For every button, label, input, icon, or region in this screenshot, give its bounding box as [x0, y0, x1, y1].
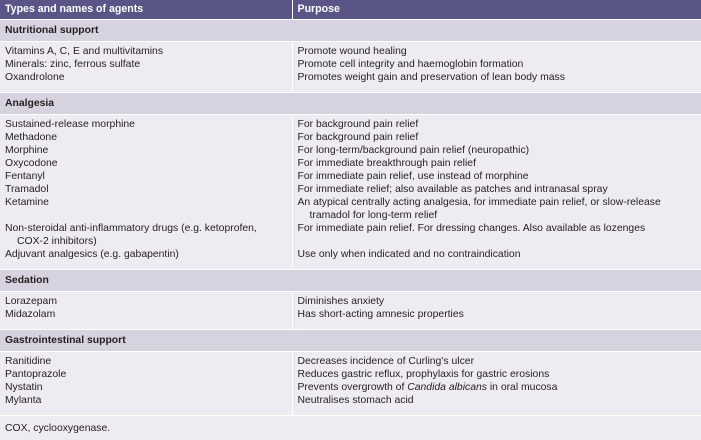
table-row: [0, 381, 701, 394]
table-row: [0, 131, 701, 144]
table-row: [0, 144, 701, 157]
table-row: [0, 368, 701, 381]
table-row: [0, 183, 701, 196]
table-row: [0, 170, 701, 183]
purpose-cell: For immediate pain relief, use instead of morphine: [292, 170, 701, 183]
agent-cell: Pantoprazole: [0, 368, 292, 381]
purpose-cell: Use only when indicated and no contraindication: [292, 248, 701, 261]
table-row: [0, 222, 701, 248]
table-row: [0, 71, 701, 84]
agent-cell: Ketamine: [0, 196, 292, 222]
table-header-row: [0, 0, 701, 20]
purpose-cell: For background pain relief: [292, 131, 701, 144]
agent-cell: Mylanta: [0, 394, 292, 407]
table-row: [0, 45, 701, 58]
section-title: Sedation: [0, 270, 701, 292]
table-row: [0, 196, 701, 222]
purpose-cell: Has short-acting amnesic properties: [292, 308, 701, 321]
organism-name: Candida albicans: [407, 382, 487, 393]
purpose-line-continued: tramadol for long-term relief: [298, 209, 701, 222]
agent-cell: Oxandrolone: [0, 71, 292, 84]
purpose-cell: [292, 381, 701, 394]
purpose-cell: Decreases incidence of Curling’s ulcer: [292, 355, 701, 368]
purpose-cell: Diminishes anxiety: [292, 295, 701, 308]
footnote: COX, cyclooxygenase.: [0, 416, 701, 440]
purpose-cell: For immediate breakthrough pain relief: [292, 157, 701, 170]
purpose-cell: Promotes weight gain and preservation of lean body mass: [292, 71, 701, 84]
table-row: [0, 157, 701, 170]
purpose-line: An atypical centrally acting analgesia, for immediate pain relief, or slow-release: [298, 196, 701, 209]
purpose-cell: For immediate relief; also available as patches and intranasal spray: [292, 183, 701, 196]
purpose-cell: For background pain relief: [292, 118, 701, 131]
agent-cell: [0, 222, 292, 248]
agent-cell: Lorazepam: [0, 295, 292, 308]
agent-cell: Midazolam: [0, 308, 292, 321]
section-title: Nutritional support: [0, 20, 701, 42]
agent-cell: Tramadol: [0, 183, 292, 196]
agent-cell: Nystatin: [0, 381, 292, 394]
purpose-cell: Neutralises stomach acid: [292, 394, 701, 407]
agent-line-continued: COX-2 inhibitors): [5, 235, 292, 248]
section-header-analgesia: [0, 93, 701, 115]
agent-cell: Adjuvant analgesics (e.g. gabapentin): [0, 248, 292, 261]
table-row: [0, 355, 701, 368]
agent-cell: Fentanyl: [0, 170, 292, 183]
purpose-cell: Reduces gastric reflux, prophylaxis for gastric erosions: [292, 368, 701, 381]
agent-cell: Methadone: [0, 131, 292, 144]
section-title: Analgesia: [0, 93, 701, 115]
purpose-text: in oral mucosa: [487, 382, 557, 393]
table-row: [0, 58, 701, 71]
column-header-purpose: Purpose: [292, 0, 701, 20]
table-row: [0, 308, 701, 321]
agent-cell: Morphine: [0, 144, 292, 157]
agent-cell: Minerals: zinc, ferrous sulfate: [0, 58, 292, 71]
purpose-cell: Promote cell integrity and haemoglobin formation: [292, 58, 701, 71]
table-row: [0, 295, 701, 308]
agent-cell: Sustained-release morphine: [0, 118, 292, 131]
purpose-cell: Promote wound healing: [292, 45, 701, 58]
purpose-text: Prevents overgrowth of: [298, 382, 408, 393]
table-row: [0, 248, 701, 261]
section-title: Gastrointestinal support: [0, 330, 701, 352]
agent-line: Non-steroidal anti-inflammatory drugs (e.g. ketoprofen,: [5, 222, 292, 235]
column-header-agents: Types and names of agents: [0, 0, 292, 20]
purpose-cell: For immediate pain relief. For dressing changes. Also available as lozenges: [292, 222, 701, 248]
footnote-row: [0, 416, 701, 440]
purpose-cell: [292, 196, 701, 222]
agent-cell: Oxycodone: [0, 157, 292, 170]
purpose-cell: For long-term/background pain relief (neuropathic): [292, 144, 701, 157]
section-header-nutrition: [0, 20, 701, 42]
section-header-sedation: [0, 270, 701, 292]
agent-cell: Ranitidine: [0, 355, 292, 368]
agent-cell: Vitamins A, C, E and multivitamins: [0, 45, 292, 58]
table-row: [0, 118, 701, 131]
table-row: [0, 394, 701, 407]
section-header-gastrointestinal: [0, 330, 701, 352]
